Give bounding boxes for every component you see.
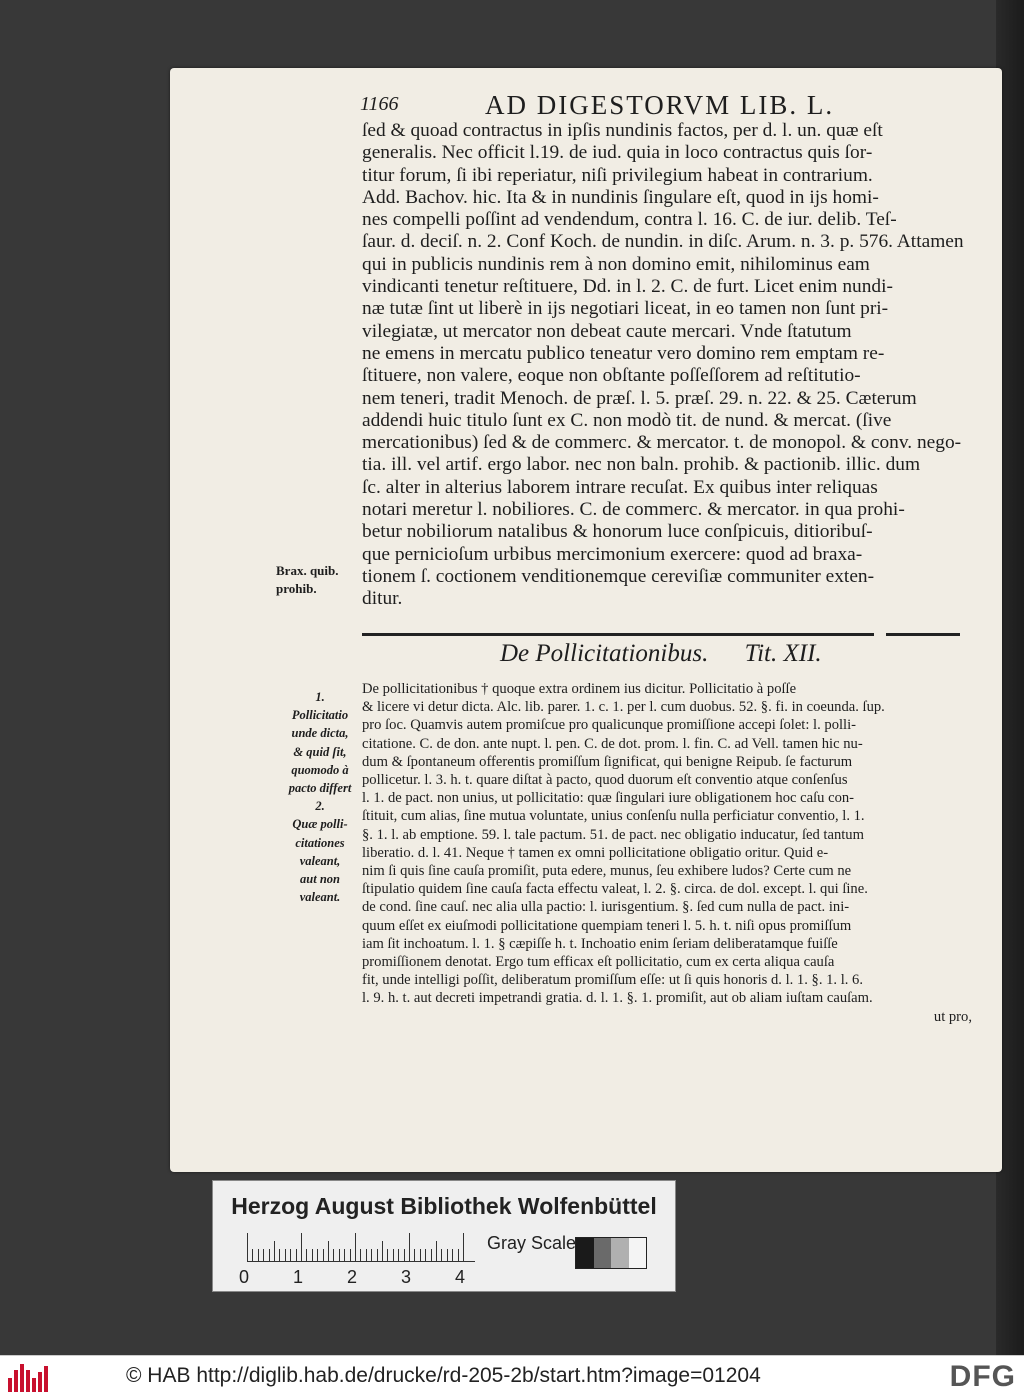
- margin-note-line: & quid ſit,: [293, 744, 347, 759]
- gray-patch: [594, 1238, 612, 1268]
- hab-logo-icon: [8, 1364, 48, 1392]
- text-line: nem teneri, tradit Menoch. de præſ. l. 5. præſ. 29. n. 22. & 25. Cæterum: [362, 387, 917, 409]
- ruler-tick: [387, 1249, 388, 1261]
- text-line: §. 1. l. ab emptione. 59. l. tale pactum. 51. de pact. nec obligatio inducatur, ſed tantum: [362, 826, 864, 843]
- main-text-block: [362, 120, 972, 611]
- section-title: [500, 640, 822, 668]
- text-line: De pollicitationibus † quoque extra ordinem ius dicitur. Pollicitatio à poſſe: [362, 681, 797, 697]
- text-line: nes compelli poſſint ad vendendum, contra l. 16. C. de iur. delib. Teſ-: [362, 209, 897, 231]
- text-line: vindicanti tenetur reſtituere, Dd. in l. 2. C. de furt. Licet enim nundi-: [362, 276, 893, 298]
- text-line: mercationibus) ſed & de commerc. & mercator. t. de monopol. & conv. nego-: [362, 432, 962, 454]
- ruler-tick: [323, 1249, 324, 1261]
- ruler-tick: [258, 1249, 259, 1261]
- ruler-tick: [436, 1241, 437, 1261]
- text-line: pro ſoc. Quamvis autem promiſcue pro qualicunque promiſſione accepi ſolet: l. polli-: [362, 717, 857, 734]
- ruler-tick: [317, 1249, 318, 1261]
- ruler-tick: [301, 1233, 302, 1261]
- margin-note-line: citationes: [295, 835, 345, 850]
- ruler-tick: [285, 1249, 286, 1261]
- text-line: promiſſionem denotat. Ergo tum efficax eſt pollicitatio, cum ex certa aliqua cauſa: [362, 954, 835, 971]
- text-line: addendi huic titulo ſunt ex C. non modò tit. de nund. & mercat. (ſive: [362, 409, 892, 431]
- book-page: [170, 68, 1002, 1172]
- ruler-label: 1: [293, 1267, 304, 1287]
- section-divider-right: [886, 633, 960, 636]
- ruler-tick: [350, 1249, 351, 1261]
- text-line: ut pro,: [933, 1008, 972, 1025]
- scale-ruler: [247, 1231, 475, 1262]
- text-line: quum eſſet ex eiuſmodi pollicitatione quempiam teneri l. 5. h. t. niſi opus promiſſum: [362, 917, 852, 934]
- ruler-tick: [452, 1249, 453, 1261]
- ruler-tick: [393, 1249, 394, 1261]
- text-line: nim ſi quis ſine cauſa promiſit, puta edere, munus, ſeu exhibere ludos? Certe cum ne: [362, 863, 852, 880]
- section-text-block: [362, 680, 972, 1026]
- text-line: notari meretur l. nobiliores. C. de commerc. & mercator. in qua prohi-: [362, 499, 905, 521]
- ruler-tick: [377, 1249, 378, 1261]
- text-line: qui in publicis nundinis rem à non domino emit, nihilominus eam: [362, 253, 870, 275]
- text-line: ſtituit, cum alias, ſine mutua voluntate, unius conſenſu nulla perficiatur conventio, l. 1.: [362, 808, 865, 825]
- text-line: liberatio. d. l. 41. Neque † tamen ex omni pollicitatione obligatio oritur. Quid e-: [362, 844, 829, 861]
- text-line: fit, unde intelligi poſſit, deliberatum promiſſum eſſe: ut ſi quis honoris d. l. 1. §. 1. l. 6.: [362, 972, 864, 989]
- text-line: tionem ſ. coctionem venditionemque cereviſiæ communiter exten-: [362, 565, 875, 587]
- ruler-tick: [344, 1249, 345, 1261]
- library-color-strip: [212, 1180, 676, 1292]
- text-line: dum & ſpontaneum offerentis promiſſum ſignificat, qui benigne Reipub. ſe facturum: [362, 753, 853, 770]
- ruler-tick: [269, 1249, 270, 1261]
- margin-note-line: 1.: [315, 690, 325, 704]
- ruler-tick: [447, 1249, 448, 1261]
- ruler-tick: [279, 1249, 280, 1261]
- margin-note-line: prohib.: [276, 581, 317, 596]
- margin-note-line: quomodo à: [291, 762, 349, 777]
- ruler-tick: [312, 1249, 313, 1261]
- ruler-tick: [247, 1233, 248, 1261]
- ruler-tick: [431, 1249, 432, 1261]
- ruler-tick: [339, 1249, 340, 1261]
- ruler-tick: [414, 1249, 415, 1261]
- text-line: citatione. C. de don. ante nupt. l. pen. C. de dot. prom. l. fin. C. ad Vell. tamen hic nu-: [362, 735, 863, 752]
- margin-note-line: valeant.: [299, 890, 341, 905]
- ruler-tick: [333, 1249, 334, 1261]
- ruler-tick: [290, 1249, 291, 1261]
- ruler-tick: [404, 1249, 405, 1261]
- margin-note-line: Pollicitatio: [291, 708, 349, 723]
- ruler-tick: [274, 1241, 275, 1261]
- text-line: betur nobiliorum natalibus & honorum luce conſpicuis, ditioribuſ-: [362, 521, 873, 543]
- margin-note-line: 2.: [315, 799, 325, 814]
- ruler-tick: [306, 1249, 307, 1261]
- ruler-tick: [360, 1249, 361, 1261]
- running-title: AD DIGESTORVM LIB. L.: [485, 90, 835, 120]
- section-title-number: Tit. XII.: [744, 640, 822, 667]
- text-line: tia. ill. vel artif. ergo labor. nec non baln. prohib. & pactionib. illic. dum: [362, 454, 921, 476]
- text-line: iam ſit inchoatum. l. 1. § cæpiſſe h. t. Inchoatio enim ſeriam deliberatamque fuiſſe: [362, 935, 838, 952]
- text-line: de cond. ſine cauſ. nec alia ulla pactio: l. iurisgentium. §. ſed cum nulla de pact. ini-: [362, 899, 850, 916]
- margin-note-line: unde dicta,: [291, 726, 349, 741]
- text-line: ſc. alter in alterius laborem intrare recuſat. Ex quibus inter reliquas: [362, 476, 878, 498]
- text-line: l. 9. h. t. aut decreti impetrandi gratia. d. l. 1. §. 1. promiſit, aut ob aliam iuſtam cauſam.: [362, 990, 873, 1007]
- ruler-label: 2: [347, 1267, 358, 1287]
- running-head: [360, 90, 920, 120]
- ruler-label: 0: [239, 1267, 250, 1287]
- ruler-tick: [328, 1241, 329, 1261]
- gray-scale-patches: [575, 1237, 647, 1269]
- margin-notes-pollicitatio: [270, 688, 370, 906]
- text-line: ſed & quoad contractus in ipſis nundinis factos, per d. l. un. quæ eſt: [362, 120, 883, 141]
- footer-bar: [0, 1355, 1024, 1398]
- ruler-tick: [263, 1249, 264, 1261]
- text-line: ne emens in mercatu publico teneatur vero domino rem emptam re-: [362, 342, 885, 364]
- text-line: l. 1. de pact. non unius, ut pollicitatio: quæ ſingulari iure obligationem hoc caſu con-: [362, 790, 855, 807]
- ruler-label: 3: [401, 1267, 412, 1287]
- section-title-name: De Pollicitationibus.: [500, 640, 709, 667]
- ruler-tick: [296, 1249, 297, 1261]
- ruler-tick: [409, 1233, 410, 1261]
- text-line: Add. Bachov. hic. Ita & in nundinis ſingulare eſt, quod in ijs homi-: [362, 186, 879, 208]
- text-line: titur forum, ſi ibi reperiatur, niſi privilegium habeat in contrarium.: [362, 164, 873, 186]
- ruler-tick: [458, 1249, 459, 1261]
- footer-url[interactable]: © HAB http://diglib.hab.de/drucke/rd-205-2b/start.htm?image=01204: [126, 1364, 761, 1387]
- text-line: pollicetur. l. 3. h. t. quare diſtat à pacto, quod duorum eſt conventio atque conſenſus: [362, 772, 848, 789]
- ruler-label: 4: [455, 1267, 466, 1287]
- ruler-tick: [355, 1233, 356, 1261]
- margin-note-line: pacto differt: [288, 781, 352, 796]
- text-line: ſtipulatio quidem ſine cauſa facta effectu valeat, l. 2. §. circa. de dol. except. l. qui ſine.: [362, 881, 868, 898]
- text-line: næ tutæ ſint ut liberè in ijs negotiari liceat, in eo tamen non ſunt pri-: [362, 298, 889, 320]
- page-number: 1166: [360, 93, 399, 115]
- library-name: Herzog August Bibliothek Wolfenbüttel: [231, 1193, 657, 1219]
- gray-patch: [576, 1238, 594, 1268]
- text-line: ditur.: [362, 588, 403, 610]
- text-line: & licere vi detur dicta. Alc. lib. parer. 1. c. 1. per l. cum duobus. 52. §. fi. in coeunda. ſup.: [362, 699, 885, 716]
- text-line: vilegiatæ, ut mercator non debeat caute mercari. Vnde ſtatutum: [362, 320, 852, 342]
- margin-note-line: Brax. quib.: [276, 563, 339, 578]
- margin-note-braxatio: [276, 562, 362, 598]
- text-line: ſtituere, non valere, eoque non obſtante poſſeſſorem ad reſtitutio-: [362, 365, 861, 387]
- ruler-tick: [398, 1249, 399, 1261]
- section-divider-left: [362, 633, 874, 636]
- gray-patch: [611, 1238, 629, 1268]
- dfg-logo: DFG: [949, 1360, 1016, 1393]
- ruler-tick: [382, 1241, 383, 1261]
- ruler-labels: [239, 1267, 499, 1287]
- ruler-tick: [441, 1249, 442, 1261]
- ruler-tick: [463, 1233, 464, 1261]
- gray-scale-label: Gray Scale: [487, 1233, 577, 1253]
- text-line: que pernicioſum urbibus mercimonium exercere: quod ad braxa-: [362, 543, 863, 565]
- ruler-tick: [366, 1249, 367, 1261]
- ruler-tick: [425, 1249, 426, 1261]
- margin-note-line: Quæ polli-: [292, 817, 348, 832]
- text-line: generalis. Nec officit l.19. de iud. quia in loco contractus quis ſor-: [362, 142, 873, 164]
- margin-note-line: aut non: [300, 872, 340, 887]
- text-line: ſaur. d. deciſ. n. 2. Conf Koch. de nundin. in diſc. Arum. n. 3. p. 576. Attamen: [362, 231, 964, 253]
- ruler-tick: [420, 1249, 421, 1261]
- gray-patch: [629, 1238, 647, 1268]
- ruler-tick: [371, 1249, 372, 1261]
- margin-note-line: valeant,: [299, 853, 341, 868]
- ruler-tick: [252, 1249, 253, 1261]
